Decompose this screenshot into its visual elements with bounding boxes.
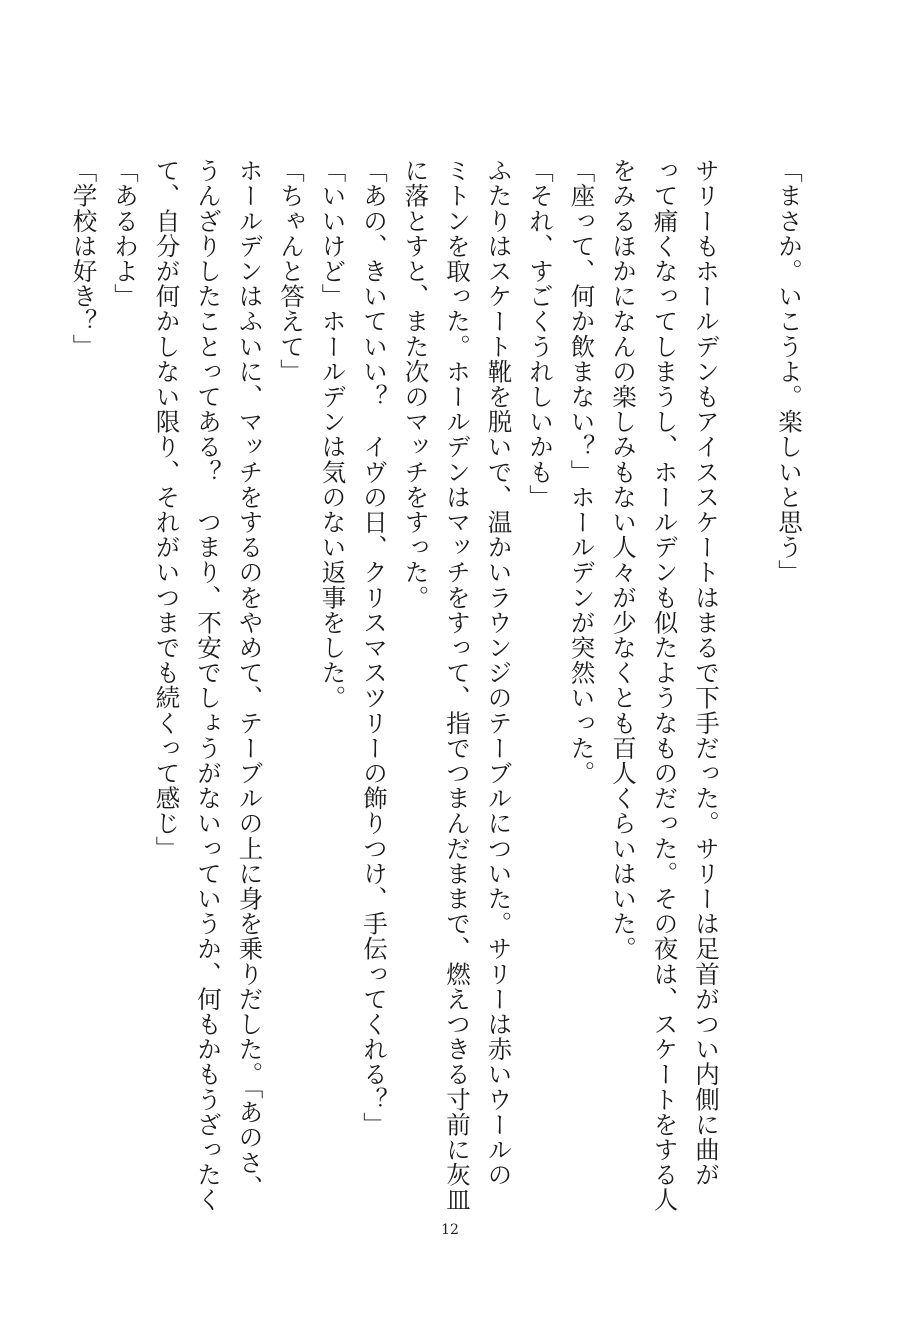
blank-line (727, 158, 769, 1158)
text-line: って痛くなってしまうし、ホールデンも似たようなものだった。その夜は、スケートをする人 (650, 158, 680, 1213)
text-line: 「あるわよ」 (111, 158, 140, 309)
text-line: 「座って、何か飲まない？」ホールデンが突然いった。 (567, 158, 597, 786)
text-line: て、自分が何かしない限り、それがいつまでも続くって感じ」 (152, 158, 182, 861)
text-line: サリーもホールデンもアイススケートはまるで下手だった。サリーは足首がつい内側に曲が (692, 158, 721, 1188)
text-line: 「学校は好き？」 (69, 158, 99, 359)
text-line: ミトンを取った。ホールデンはマッチをすって、指でつまんだままで、燃えつきる寸前に灰皿 (443, 158, 472, 1213)
text-line: をみるほかになんの楽しみもない人々が少なくとも百人くらいはいた。 (609, 158, 638, 962)
text-line: うんざりしたことってある？ つまり、不安でしょうがないっていうか、何もかもうざったく (194, 158, 223, 1213)
page-number: 12 (441, 1222, 459, 1238)
text-line: ふたりはスケート靴を脱いで、温かいラウンジのテーブルについた。サリーは赤いウールの (484, 158, 514, 1188)
vertical-text-body (63, 158, 810, 1213)
text-line: 「ちゃんと答えて」 (277, 158, 306, 384)
text-line: 「まさか。いこうよ。楽しいと思う」 (775, 158, 804, 585)
text-line: ホールデンはふいに、マッチをするのをやめて、テーブルの上に身を乗りだした。「あのさ、 (235, 158, 265, 1200)
text-line: に落とすと、また次のマッチをすった。 (401, 158, 431, 610)
text-line: 「それ、すごくうれしいかも」 (526, 158, 555, 510)
text-line: 「あの、きいていい？ イヴの日、クリスマスツリーの飾りつけ、手伝ってくれる？」 (360, 158, 389, 1137)
text-line: 「いいけど」ホールデンは気のない返事をした。 (318, 158, 348, 711)
